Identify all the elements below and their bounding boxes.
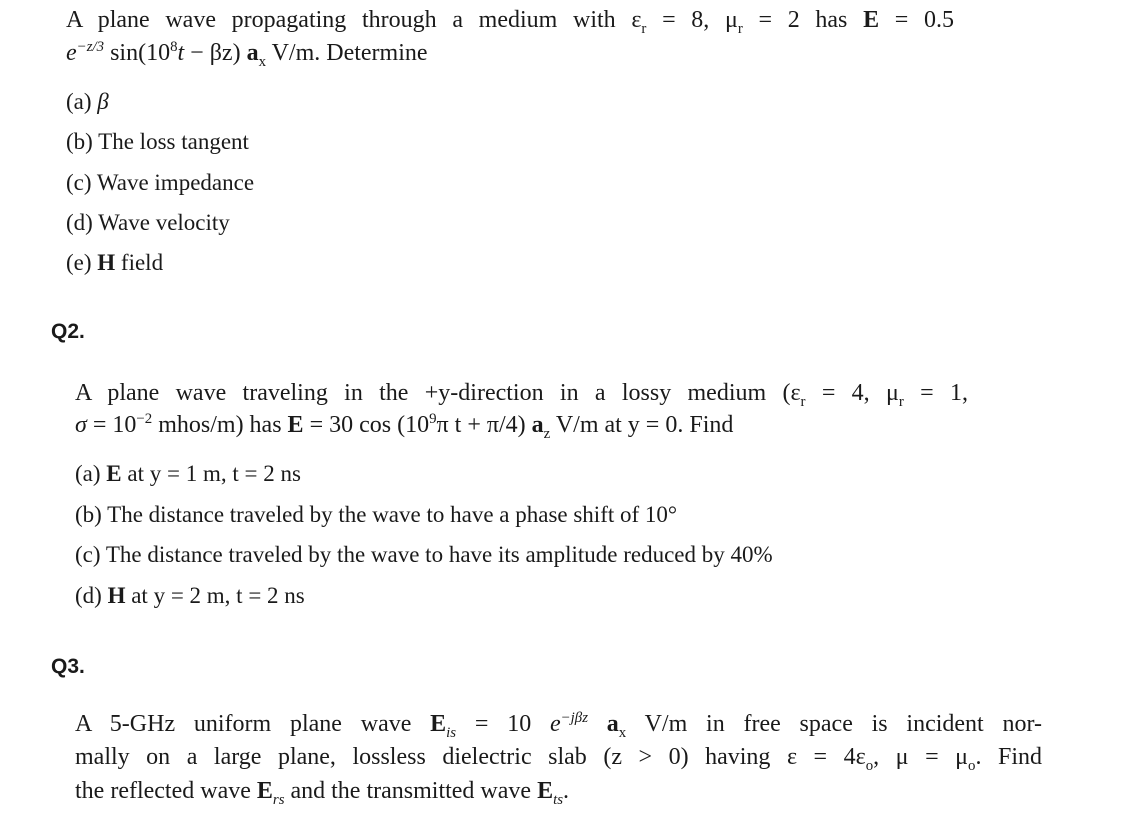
- q1-item-e: (e) H field: [66, 250, 164, 275]
- q3-line-2: mally on a large plane, lossless dielectric slab (z > 0) having $\varepsilon = 4\varepsilon_o$, $\mu = \mu_o$. Find: [75, 744, 1042, 774]
- q3-label: Q3.: [51, 655, 85, 678]
- q2-intro-line-2: $\sigma = 10^{-2}$ mhos/m) has E = 30 $\cos (10^9\pi$ t + π/4) $a_z$ V/m at y = 0. Find: [75, 411, 734, 442]
- q1-item-b: (b) The loss tangent: [66, 129, 249, 154]
- q2-item-d: (d) H at y = 2 m, t = 2 ns: [75, 583, 305, 608]
- q2-label: Q2.: [51, 320, 85, 343]
- q3-line-3: the reflected wave $E_{rs}$ and the transmitted wave $E_{ts}$.: [75, 778, 570, 808]
- q1-item-a: (a) β: [66, 89, 109, 114]
- q1-item-d: (d) Wave velocity: [66, 210, 230, 235]
- q1-intro-line-2: $e^{-z/3}$ $\sin(10^8t - \beta z)$ $a_x$ V/m. Determine: [66, 39, 428, 70]
- q2-item-a: (a) E at y = 1 m, t = 2 ns: [75, 461, 301, 486]
- q3-line-1: A 5-GHz uniform plane wave $E_{is} = 10$ $e^{-j\beta z}$ $a_x$ V/m in free space is incident nor-: [75, 710, 1043, 741]
- q1-intro-line-1: A plane wave propagating through a medium with $\varepsilon_r = 8$, $\mu_r = 2$ has E = 0.5: [66, 7, 954, 37]
- q2-item-c: (c) The distance traveled by the wave to have its amplitude reduced by 40%: [75, 542, 773, 567]
- q2-item-b: (b) The distance traveled by the wave to have a phase shift of 10°: [75, 502, 678, 527]
- q1-item-c: (c) Wave impedance: [66, 170, 255, 195]
- q2-intro-line-1: A plane wave traveling in the +y-direction in a lossy medium ($\varepsilon_r = 4$, $\mu_r = 1$,: [75, 380, 968, 410]
